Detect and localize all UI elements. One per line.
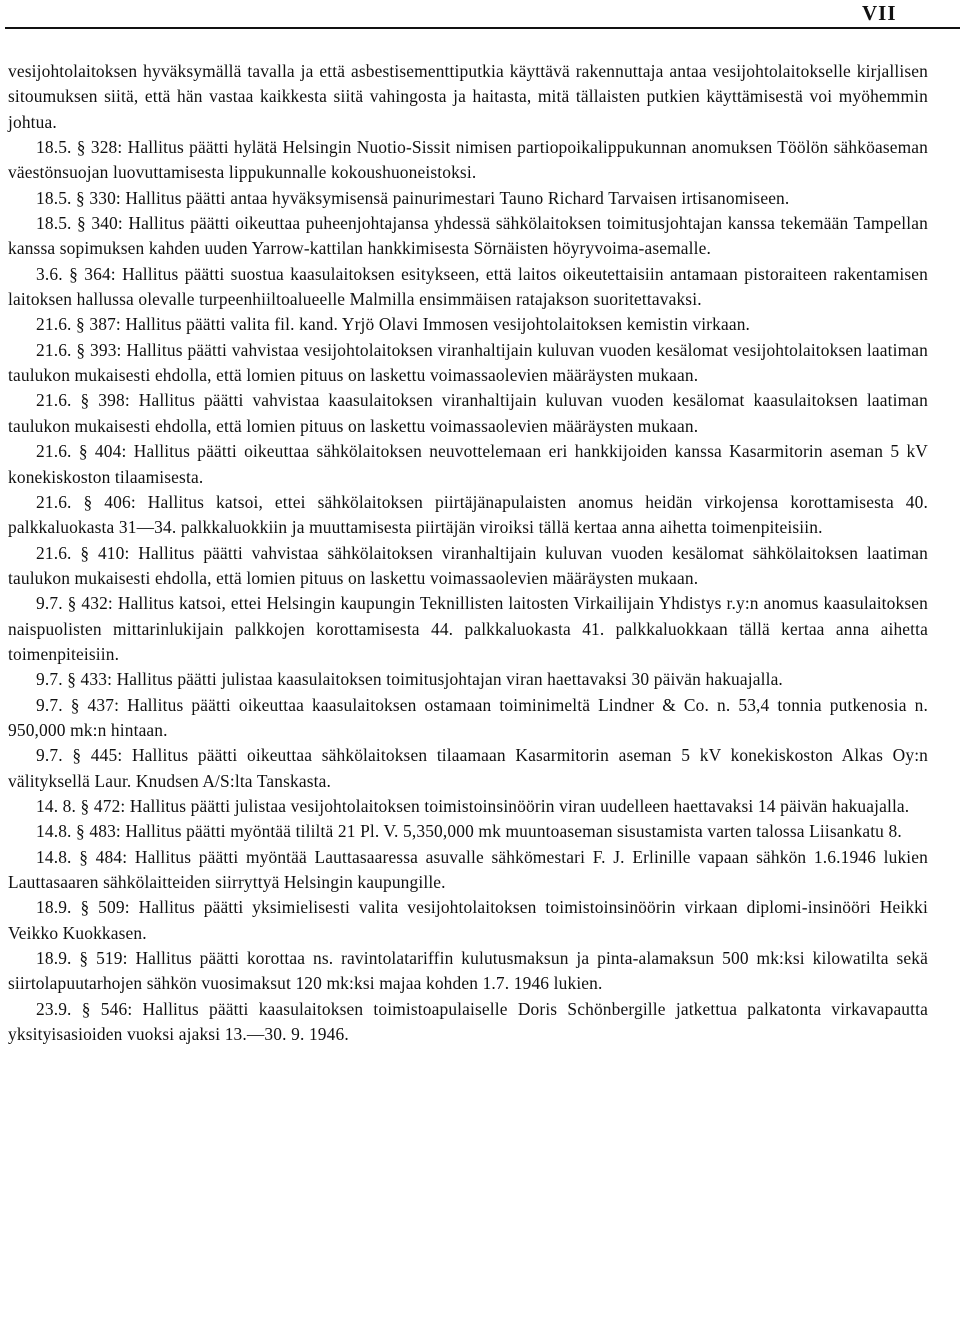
decision-entry bbox=[8, 186, 928, 211]
entry-text: Hallitus päätti antaa hyväksymisensä painurimestari Tauno Richard Tarvaisen irtisanomiseen. bbox=[125, 187, 790, 208]
entry-date: 9.7. bbox=[36, 669, 63, 690]
decision-entry bbox=[8, 211, 928, 262]
entry-text: Hallitus päätti kaasulaitoksen toimistoapulaiselle Doris Schönbergille jatkettua palkatonta virkavapautta yksityisasioiden vuoksi ajaksi 13.—30. 9. 1946. bbox=[8, 998, 928, 1045]
entry-date: 9.7. bbox=[36, 694, 63, 715]
entry-date: 21.6. bbox=[36, 390, 72, 411]
decision-entry bbox=[8, 262, 928, 313]
entry-section-number: § 364: bbox=[69, 263, 116, 284]
decision-entry bbox=[8, 667, 928, 692]
entry-text: Hallitus katsoi, ettei Helsingin kaupungin Teknillisten laitosten Virkailijain Yhdistys r.y:n anomus kaasulaitoksen naispuolisten mittarinlukijain palkkojen korottamisesta 44. palkkaluokasta 41. palkkaluokkaan tällä kertaa anna aihetta toimenpiteisiin. bbox=[8, 593, 928, 664]
decision-entry bbox=[8, 693, 928, 744]
entry-text: Hallitus päätti vahvistaa kaasulaitoksen viranhaltijain kuluvan vuoden kesälomat kaasulaitoksen laatiman taulukon mukaisesti ehdolla, että lomien pituus on laskettu voimassaolevien määräysten mukaan. bbox=[8, 390, 928, 436]
entry-date: 18.5. bbox=[36, 187, 72, 208]
entry-section-number: § 328: bbox=[76, 137, 123, 158]
entry-date: 21.6. bbox=[36, 339, 72, 360]
entry-date: 14.8. bbox=[36, 846, 72, 867]
entry-date: 21.6. bbox=[36, 491, 72, 512]
entry-text: Hallitus päätti myöntää Lauttasaaressa asuvalle sähkömestari F. J. Erlinille vapaan sähkön 1.6.1946 lukien Lauttasaaren sähkölaitteiden siirryttyä Helsingin kaupungille. bbox=[8, 846, 928, 892]
entry-date: 23.9. bbox=[36, 998, 72, 1019]
entry-text: Hallitus päätti oikeuttaa kaasulaitoksen ostamaan toiminimeltä Lindner & Co. n. 53,4 tonnia putkenosia n. 950,000 mk:n hintaan. bbox=[8, 694, 928, 740]
entry-text: Hallitus päätti julistaa kaasulaitoksen toimitusjohtajan viran haettavaksi 30 päivän hakuajalla. bbox=[116, 669, 783, 690]
entry-section-number: § 437: bbox=[70, 694, 120, 715]
entry-section-number: § 445: bbox=[72, 745, 123, 766]
decision-entry bbox=[8, 819, 928, 844]
entry-section-number: § 546: bbox=[81, 998, 133, 1019]
entry-section-number: § 393: bbox=[76, 339, 122, 360]
decision-entry bbox=[8, 338, 928, 389]
entry-text: Hallitus päätti julistaa vesijohtolaitoksen toimistoinsinöörin viran uudelleen haettavaksi 14 päivän hakuajalla. bbox=[129, 795, 910, 816]
entry-text: Hallitus päätti oikeuttaa sähkölaitoksen tilaamaan Kasarmitorin aseman 5 kV konekiskoston Alkas Oy:n välityksellä Laur. Knudsen A/S:lta Tanskasta. bbox=[8, 745, 929, 791]
decision-entry bbox=[8, 490, 928, 541]
entry-text: Hallitus päätti hylätä Helsingin Nuotio-Sissit nimisen partiopoikalippukunnan anomuksen Töölön sähköaseman väestönsuojan luovuttamisesta lippukunnalle kokoushuoneistoksi. bbox=[8, 137, 929, 183]
entry-section-number: § 483: bbox=[76, 821, 121, 842]
decision-entry bbox=[8, 845, 928, 896]
entry-section-number: § 509: bbox=[80, 897, 130, 918]
entry-text: Hallitus päätti vahvistaa vesijohtolaitoksen viranhaltijain kuluvan vuoden kesälomat vesijohtolaitoksen laatiman taulukon mukaisesti ehdolla, että lomien pituus on laskettu voimassaolevien määräysten mukaan. bbox=[8, 339, 928, 386]
entry-section-number: § 404: bbox=[78, 441, 127, 462]
entry-date: 18.5. bbox=[36, 137, 72, 158]
decision-entry bbox=[8, 591, 928, 667]
decision-entry bbox=[8, 743, 928, 794]
entry-section-number: § 330: bbox=[76, 187, 121, 208]
page-number: VII bbox=[862, 1, 897, 25]
entry-date: 21.6. bbox=[36, 441, 72, 462]
entry-text: Hallitus katsoi, ettei sähkölaitoksen piirtäjänapulaisten anomus heidän virkojensa korottamisesta 40. palkkaluokasta 31—34. palkkaluokkiin ja muuttamisesta piirtäjän viroiksi tällä kertaa anna aihetta toimenpiteisiin. bbox=[8, 491, 928, 538]
entry-text: Hallitus päätti yksimielisesti valita vesijohtolaitoksen toimistoinsinöörin virkaan diplomi-insinööri Heikki Veikko Kuokkasen. bbox=[8, 897, 929, 943]
entry-text: Hallitus päätti suostua kaasulaitoksen esitykseen, että laitos oikeutettaisiin antamaan pistoraiteen rakentamisen laitoksen hallussa olevalle turpeenhiiltoalueelle Malmilla ensimmäisen ratajakson suoritettavaksi. bbox=[8, 263, 929, 310]
decision-entry bbox=[8, 997, 928, 1048]
entry-section-number: § 410: bbox=[80, 542, 130, 563]
entry-date: 3.6. bbox=[36, 263, 63, 284]
decision-entry bbox=[8, 312, 928, 337]
entry-section-number: § 519: bbox=[79, 948, 128, 969]
entry-date: 14.8. bbox=[36, 821, 72, 842]
entry-section-number: § 433: bbox=[67, 669, 113, 690]
entry-section-number: § 406: bbox=[83, 491, 136, 512]
decision-entry bbox=[8, 541, 928, 592]
decision-entry bbox=[8, 135, 928, 186]
entry-date: 21.6. bbox=[36, 542, 72, 563]
decision-entry bbox=[8, 946, 928, 997]
entry-date: 9.7. bbox=[36, 745, 63, 766]
decision-entry bbox=[8, 895, 928, 946]
entry-date: 18.9. bbox=[36, 948, 72, 969]
decision-entry bbox=[8, 388, 928, 439]
entry-text: Hallitus päätti oikeuttaa sähkölaitoksen neuvottelemaan eri hankkijoiden kanssa Kasarmitorin aseman 5 kV konekiskoston tilaamisesta. bbox=[8, 441, 928, 487]
header-rule bbox=[5, 27, 960, 29]
entry-section-number: § 472: bbox=[80, 795, 126, 816]
entry-section-number: § 398: bbox=[80, 390, 130, 411]
entry-section-number: § 484: bbox=[79, 846, 128, 867]
entry-section-number: § 387: bbox=[76, 314, 121, 335]
entry-section-number: § 432: bbox=[67, 593, 113, 614]
body-text bbox=[8, 59, 928, 1047]
entry-date: 9.7. bbox=[36, 593, 63, 614]
entry-text: Hallitus päätti vahvistaa sähkölaitoksen viranhaltijain kuluvan vuoden kesälomat sähkölaitoksen laatiman taulukon mukaisesti ehdolla, että lomien pituus on laskettu voimassaolevien määräysten mukaan. bbox=[8, 542, 929, 588]
entry-date: 18.5. bbox=[36, 213, 72, 234]
intro-paragraph: vesijohtolaitoksen hyväksymällä tavalla ja että asbestisementtiputkia käyttävä rakennuttaja antaa vesijohtolaitokselle kirjallisen sitoumuksen siitä, että hän vastaa kaikkesta siitä vahingosta ja haitasta, mitä tällaisten putkien käyttämisestä voi myöhemmin johtua. bbox=[8, 61, 928, 132]
entry-date: 14. 8. bbox=[36, 795, 77, 816]
entry-section-number: § 340: bbox=[77, 213, 123, 234]
page-header bbox=[0, 0, 960, 40]
decision-entry bbox=[8, 794, 928, 819]
entry-text: Hallitus päätti valita fil. kand. Yrjö Olavi Immosen vesijohtolaitoksen kemistin virkaan. bbox=[125, 314, 751, 335]
entry-text: Hallitus päätti oikeuttaa puheenjohtajansa yhdessä sähkölaitoksen toimitusjohtajan kanssa tekemään Tampellan kanssa sopimuksen kahden uuden Yarrow-kattilan hankkimisesta Sörnäisten höyryvoima-asemalle. bbox=[8, 213, 928, 259]
entry-text: Hallitus päätti myöntää tililtä 21 Pl. V. 5,350,000 mk muuntoaseman sisustamista varten talossa Liisankatu 8. bbox=[125, 821, 902, 842]
entry-date: 21.6. bbox=[36, 314, 72, 335]
entry-date: 18.9. bbox=[36, 897, 72, 918]
entry-text: Hallitus päätti korottaa ns. ravintolatariffin kulutusmaksun ja pinta-alamaksun 500 mk:ksi kilowatilta sekä siirtolapuutarhojen sähkön vuosimaksut 120 mk:ksi majaa kohden 1.7. 1946 lukien. bbox=[8, 948, 928, 994]
decision-entry bbox=[8, 439, 928, 490]
